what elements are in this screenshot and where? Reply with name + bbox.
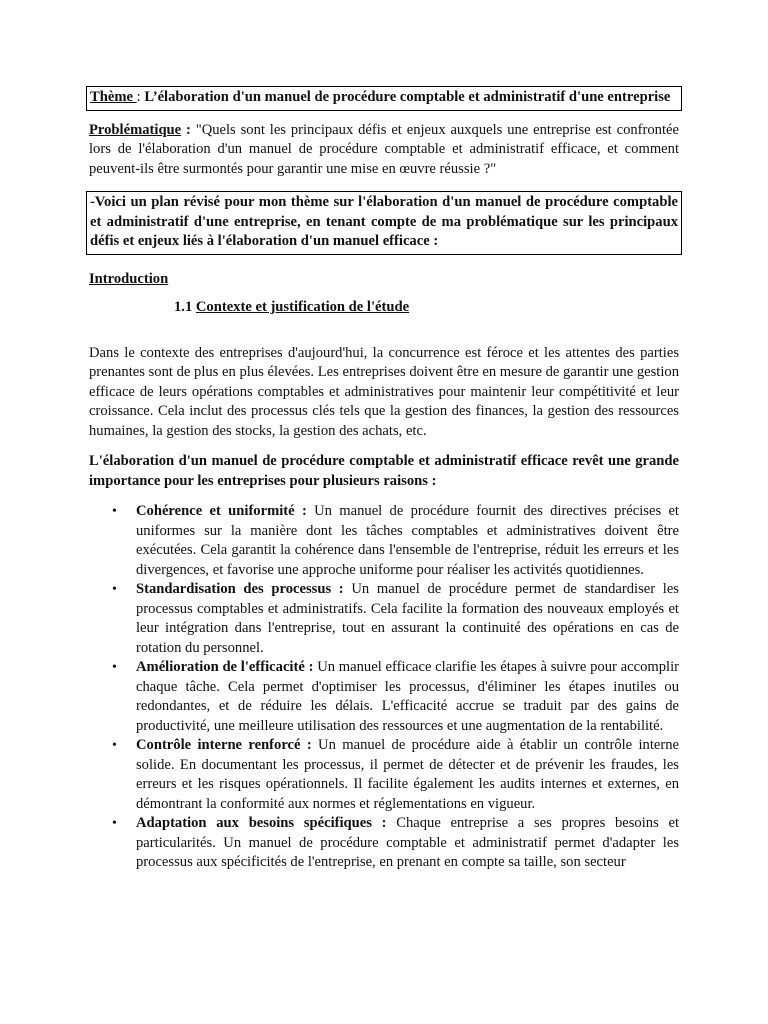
plan-box <box>86 191 682 255</box>
problematique-paragraph <box>89 121 679 180</box>
problematique-label: Problématique <box>89 121 182 138</box>
plan-text: -Voici un plan révisé pour mon thème sur l'élaboration d'un manuel de procédure comptable et administratif d'une entreprise, en tenant compte de ma problématique sur les principaux défis et enjeux liés à l'élaboration d'un manuel efficace : <box>90 194 678 249</box>
theme-separator: : <box>136 89 145 105</box>
theme-box <box>86 86 682 111</box>
list-item-title: Adaptation aux besoins spécifiques : <box>136 815 387 831</box>
body-paragraph-1: Dans le contexte des entreprises d'aujourd'hui, la concurrence est féroce et les attentes des parties prenantes sont de plus en plus élevées. Les entreprises doivent être en mesure de garantir une gestion efficace de leurs opérations comptables et administratives pour maintenir leur compétitivité et leur croissance. Cela inclut des processus clés tels que la gestion des finances, la gestion des ressources humaines, la gestion des stocks, la gestion des achats, etc. <box>89 344 679 439</box>
bullet-icon: • <box>112 660 117 675</box>
bullet-icon: • <box>112 816 117 831</box>
list-item-title: Contrôle interne renforcé : <box>136 737 312 753</box>
body-paragraph-2: L'élaboration d'un manuel de procédure comptable et administratif efficace revêt une grande importance pour les entreprises pour plusieurs raisons : <box>89 453 679 489</box>
list-item <box>112 736 680 814</box>
list-item-text: Un manuel de procédure permet de standardiser les processus comptables et administratifs. Cela facilite la formation des nouveaux employés et leur intégration dans l'entreprise, tout en assurant la continuité des opérations en cas de rotation du personnel. <box>136 581 679 656</box>
problematique-text: "Quels sont les principaux défis et enjeux auxquels une entreprise est confrontée lors de l'élaboration d'un manuel de procédure comptable et administratif efficace, et comment peuvent-ils être surmontés pour garantir une mise en œuvre réussie ?" <box>89 121 679 177</box>
bullet-icon: • <box>112 504 117 519</box>
bullet-icon: • <box>112 738 117 753</box>
list-item <box>112 814 680 873</box>
introduction-title: Introduction <box>89 270 169 287</box>
theme-text: L’élaboration d'un manuel de procédure comptable et administratif d'une entreprise <box>144 89 671 105</box>
list-item-title: Cohérence et uniformité : <box>136 503 307 519</box>
list-item-title: Amélioration de l'efficacité : <box>136 659 314 675</box>
list-item-title: Standardisation des processus : <box>136 581 344 597</box>
list-item <box>112 658 679 736</box>
reasons-list <box>89 502 679 873</box>
list-item <box>112 580 679 658</box>
subsection-heading <box>174 299 679 316</box>
list-item-text: Un manuel de procédure aide à établir un contrôle interne solide. En documentant les processus, il permet de détecter et de prévenir les fraudes, les erreurs et les risques opérationnels. Il facilite également les audits internes et externes, en démontrant la conformité aux normes et réglementations en vigueur. <box>136 737 680 812</box>
list-item <box>112 502 679 580</box>
list-item-text: Un manuel efficace clarifie les étapes à suivre pour accomplir chaque tâche. Cela permet d'optimiser les processus, d'éliminer les étapes inutiles ou redondantes, et de réduire les délais. L'efficacité accrue se traduit par des gains de productivité, une meilleure utilisation des ressources et une augmentation de la rentabilité. <box>136 659 679 734</box>
list-item-text: Un manuel de procédure fournit des directives précises et uniformes sur la manière dont les tâches comptables et administratives doivent être exécutées. Cela garantit la cohérence dans l'ensemble de l'entreprise, réduit les erreurs et les divergences, et favorise une approche uniforme pour réaliser les activités quotidiennes. <box>136 503 679 578</box>
list-item-text: Chaque entreprise a ses propres besoins et particularités. Un manuel de procédure comptable et administratif permet d'adapter les processus aux spécificités de l'entreprise, en prenant en compte sa taille, son secteur <box>136 815 680 870</box>
theme-label: Thème <box>90 89 137 105</box>
bullet-icon: • <box>112 582 117 597</box>
introduction-heading <box>89 271 679 288</box>
subsection-number: 1.1 <box>174 298 196 315</box>
problematique-separator: : <box>181 121 196 138</box>
subsection-title: Contexte et justification de l'étude <box>195 298 410 315</box>
